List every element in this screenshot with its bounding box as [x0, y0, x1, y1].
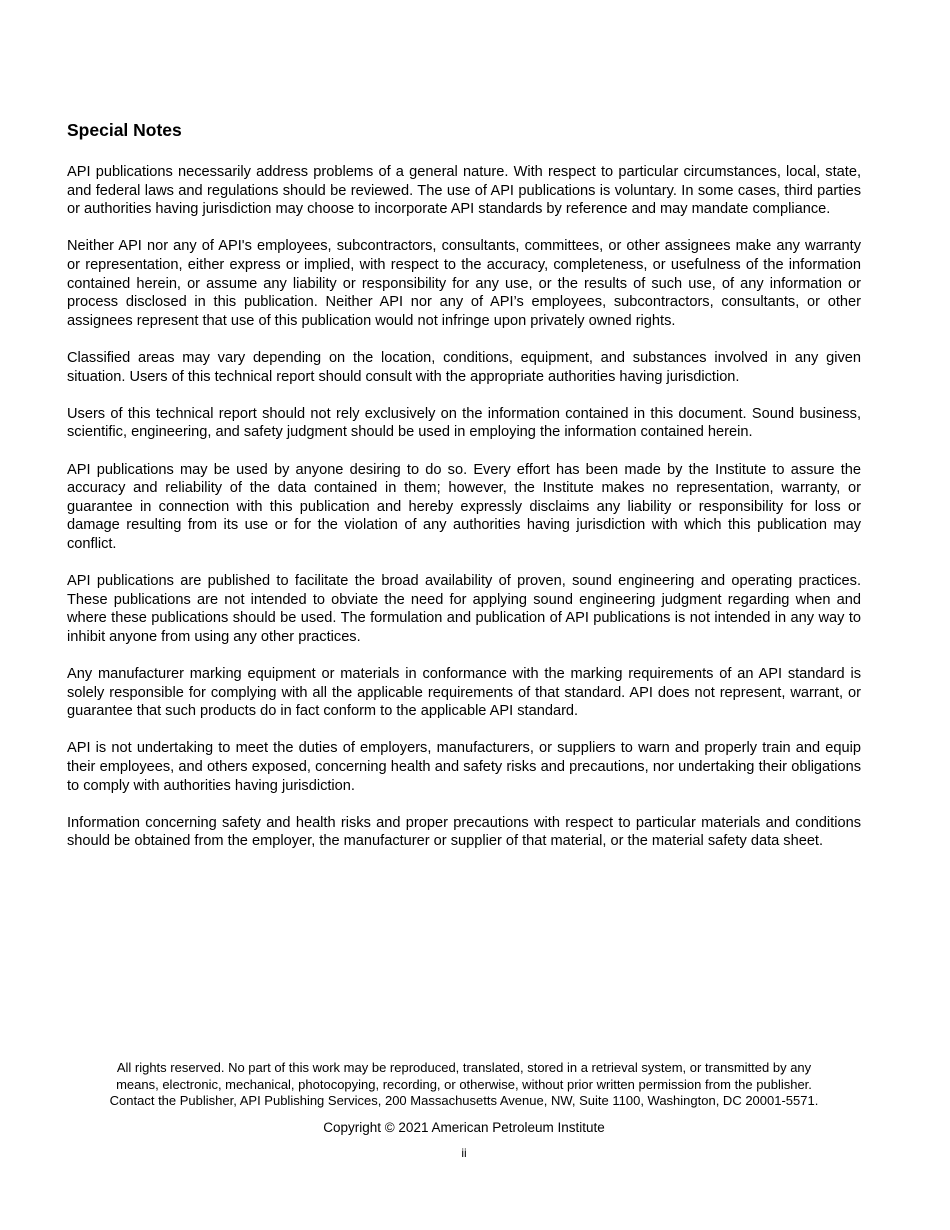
rights-line: means, electronic, mechanical, photocopying, recording, or otherwise, without prior written permission from the publisher. — [116, 1076, 812, 1092]
paragraph-manufacturer-marking: Any manufacturer marking equipment or materials in conformance with the marking requirements of an API standard is solely responsible for complying with all the applicable requirements of that standard. API does not represent, warrant, or guarantee that such products do in fact conform to the applicable API standard. — [67, 666, 861, 720]
rights-notice — [67, 1060, 861, 1110]
paragraph-users-reliance: Users of this technical report should not rely exclusively on the information contained in this document. Sound business, scientific, engineering, and safety judgment should be used in employing the information contained herein. — [67, 405, 861, 441]
page-footer — [67, 1060, 861, 1160]
special-notes-section — [67, 119, 861, 870]
rights-line: All rights reserved. No part of this work may be reproduced, translated, stored in a retrieval system, or transmitted by any — [116, 1060, 812, 1075]
paragraph-safety-information: Information concerning safety and health risks and proper precautions with respect to particular materials and conditions should be obtained from the employer, the manufacturer or supplier of that material, or the material safety data sheet. — [67, 814, 861, 850]
paragraph-warranty: Neither API nor any of API's employees, subcontractors, consultants, committees, or other assignees make any warranty or representation, either express or implied, with respect to the accuracy, completeness, or usefulness of the information contained herein, or assume any liability or responsibility for any use, or the results of such use, of any information or process disclosed in this publication. Neither API nor any of API’s employees, subcontractors, consultants, or other assignees represent that use of this publication would not infringe upon privately owned rights. — [67, 238, 861, 329]
copyright-notice: Copyright © 2021 American Petroleum Institute — [323, 1119, 605, 1135]
paragraph-use-by-anyone: API publications may be used by anyone desiring to do so. Every effort has been made by the Institute to assure the accuracy and reliability of the data contained in them; however, the Institute makes no representation, warranty, or guarantee in connection with this publication and hereby expressly disclaims any liability or responsibility for loss or damage resulting from its use or for the violation of any authorities having jurisdiction with which this publication may conflict. — [67, 461, 861, 552]
section-title: Special Notes — [67, 120, 182, 140]
rights-line: Contact the Publisher, API Publishing Services, 200 Massachusetts Avenue, NW, Suite 1100, Washington, DC 20001-5571. — [109, 1093, 819, 1108]
paragraph-duties: API is not undertaking to meet the duties of employers, manufacturers, or suppliers to warn and properly train and equip their employees, and others exposed, concerning health and safety risks and precautions, nor undertaking their obligations to comply with authorities having jurisdiction. — [67, 740, 861, 794]
page-number: ii — [461, 1145, 467, 1160]
paragraph-scope: API publications necessarily address problems of a general nature. With respect to particular circumstances, local, state, and federal laws and regulations should be reviewed. The use of API publications is voluntary. In some cases, third parties or authorities having jurisdiction may choose to incorporate API standards by reference and may mandate compliance. — [67, 164, 861, 218]
paragraph-classified-areas: Classified areas may vary depending on the location, conditions, equipment, and substances involved in any given situation. Users of this technical report should consult with the appropriate authorities having jurisdiction. — [67, 349, 861, 385]
paragraph-practices: API publications are published to facilitate the broad availability of proven, sound engineering and operating practices. These publications are not intended to obviate the need for applying sound engineering judgment regarding when and where these publications should be used. The formulation and publication of API publications is not intended in any way to inhibit anyone from using any other practices. — [67, 573, 861, 645]
